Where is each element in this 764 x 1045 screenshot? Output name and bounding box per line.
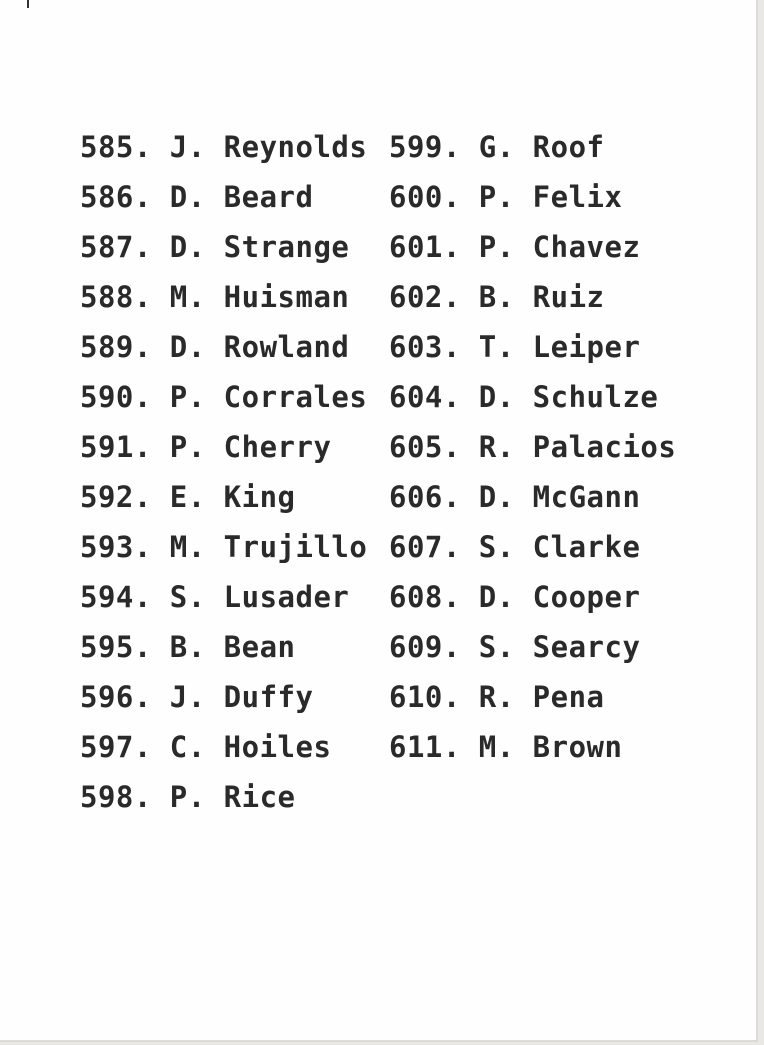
checklist-entry: 591. P. Cherry: [80, 430, 332, 464]
checklist-entry: 593. M. Trujillo: [80, 530, 368, 564]
checklist-entry: 587. D. Strange: [80, 230, 350, 264]
checklist-column-left: [80, 127, 367, 827]
edge-tick-mark: [27, 0, 29, 8]
checklist-entry: 586. D. Beard: [80, 180, 314, 214]
checklist-entry: 594. S. Lusader: [80, 580, 350, 614]
checklist-entry: 592. E. King: [80, 480, 296, 514]
checklist-column-right: [389, 127, 676, 777]
checklist-entry: 601. P. Chavez: [389, 230, 641, 264]
checklist-entry: 596. J. Duffy: [80, 680, 314, 714]
checklist-entry: 606. D. McGann: [389, 480, 641, 514]
checklist-entry: 598. P. Rice: [80, 780, 296, 814]
checklist-entry: 604. D. Schulze: [389, 380, 659, 414]
checklist-entry: 608. D. Cooper: [389, 580, 641, 614]
checklist-entry: 603. T. Leiper: [389, 330, 641, 364]
checklist-entry: 605. R. Palacios: [389, 430, 677, 464]
checklist-entry: 589. D. Rowland: [80, 330, 350, 364]
checklist-entry: 611. M. Brown: [389, 730, 623, 764]
checklist-entry: 607. S. Clarke: [389, 530, 641, 564]
checklist-entry: 585. J. Reynolds: [80, 130, 368, 164]
checklist-entry: 597. C. Hoiles: [80, 730, 332, 764]
checklist-entry: 600. P. Felix: [389, 180, 623, 214]
checklist-entry: 590. P. Corrales: [80, 380, 368, 414]
checklist-entry: 610. R. Pena: [389, 680, 605, 714]
checklist-entry: 595. B. Bean: [80, 630, 296, 664]
checklist-entry: 602. B. Ruiz: [389, 280, 605, 314]
checklist-entry: 609. S. Searcy: [389, 630, 641, 664]
checklist-entry: 599. G. Roof: [389, 130, 605, 164]
checklist-entry: 588. M. Huisman: [80, 280, 350, 314]
